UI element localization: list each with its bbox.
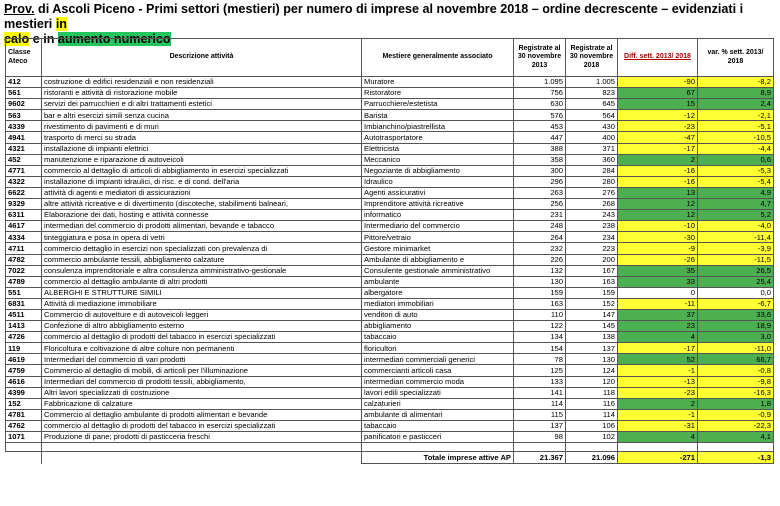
row-trade: Ristoratore (362, 88, 514, 99)
row-registered-2013: 130 (514, 276, 566, 287)
row-registered-2013: 256 (514, 199, 566, 210)
row-code: 6311 (6, 210, 42, 221)
row-registered-2018: 564 (566, 110, 618, 121)
row-diff: -9 (618, 243, 698, 254)
row-code: 4399 (6, 387, 42, 398)
row-description: Intermediari del commercio di prodotti tessili, abbigliamento, (42, 376, 362, 387)
row-code: 9329 (6, 199, 42, 210)
row-var-percent: -22,3 (698, 420, 774, 431)
row-registered-2013: 231 (514, 210, 566, 221)
row-code: 1071 (6, 432, 42, 443)
row-registered-2018: 147 (566, 309, 618, 320)
row-registered-2018: 371 (566, 143, 618, 154)
row-trade: Pittore/vetraio (362, 232, 514, 243)
row-trade: intermediari commercio moda (362, 376, 514, 387)
row-trade: mediatori immobiliari (362, 298, 514, 309)
total-row (6, 452, 774, 464)
row-diff: -17 (618, 343, 698, 354)
row-registered-2018: 823 (566, 88, 618, 99)
row-description: consulenza imprenditoriale e altra consulenza amministrativo-gestionale (42, 265, 362, 276)
row-diff: -13 (618, 376, 698, 387)
row-diff: 23 (618, 321, 698, 332)
total-registered-2018: 21.096 (566, 452, 618, 464)
row-code: 4782 (6, 254, 42, 265)
row-description: ristoranti e attività di ristorazione mobile (42, 88, 362, 99)
table-row (6, 77, 774, 88)
blank-cell (362, 443, 514, 452)
row-diff: 12 (618, 199, 698, 210)
table-row (6, 387, 774, 398)
row-var-percent: 5,2 (698, 210, 774, 221)
row-trade: floricultori (362, 343, 514, 354)
title-calo-highlight: calo (4, 32, 30, 46)
row-description: commercio dettaglio in esercizi non specializzati con prevalenza di (42, 243, 362, 254)
row-description: rivestimento di pavimenti e di muri (42, 121, 362, 132)
row-registered-2018: 137 (566, 343, 618, 354)
row-trade: Autotrasportatore (362, 132, 514, 143)
row-diff: 13 (618, 187, 698, 198)
table-row (6, 121, 774, 132)
row-code: 4789 (6, 276, 42, 287)
table-row (6, 354, 774, 365)
row-var-percent: 4,7 (698, 199, 774, 210)
row-diff: -1 (618, 365, 698, 376)
row-description: Floricoltura e coltivazione di altre colture non permanenti (42, 343, 362, 354)
row-var-percent: -0,9 (698, 409, 774, 420)
row-registered-2018: 152 (566, 298, 618, 309)
row-description: altre attività ricreative e di divertimento (discoteche, stabilimenti balneari, (42, 199, 362, 210)
row-diff: -16 (618, 176, 698, 187)
row-diff: -23 (618, 387, 698, 398)
row-code: 4941 (6, 132, 42, 143)
row-registered-2018: 200 (566, 254, 618, 265)
row-trade: calzaturieri (362, 398, 514, 409)
row-registered-2013: 248 (514, 221, 566, 232)
row-diff: 52 (618, 354, 698, 365)
row-trade: Gestore minimarket (362, 243, 514, 254)
table-row (6, 154, 774, 165)
row-trade: Idraulico (362, 176, 514, 187)
row-diff: 0 (618, 287, 698, 298)
row-description: commercio al dettaglio di prodotti del tabacco in esercizi specializzati (42, 420, 362, 431)
table-row (6, 176, 774, 187)
table-row (6, 221, 774, 232)
table-row (6, 187, 774, 198)
row-registered-2013: 264 (514, 232, 566, 243)
row-registered-2018: 124 (566, 365, 618, 376)
row-trade: lavori edili specializzati (362, 387, 514, 398)
row-registered-2018: 430 (566, 121, 618, 132)
row-description: installazione di impianti elettrici (42, 143, 362, 154)
row-code: 152 (6, 398, 42, 409)
row-code: 9602 (6, 99, 42, 110)
row-var-percent: -2,1 (698, 110, 774, 121)
row-diff: 35 (618, 265, 698, 276)
row-var-percent: 3,0 (698, 332, 774, 343)
row-code: 4321 (6, 143, 42, 154)
row-registered-2018: 102 (566, 432, 618, 443)
row-diff: -12 (618, 110, 698, 121)
table-row (6, 88, 774, 99)
row-trade: ambulante di alimentari (362, 409, 514, 420)
header-var-percent: var. % sett. 2013/ 2018 (698, 39, 774, 77)
row-description: Commercio al dettaglio di mobili, di articoli per l'illuminazione (42, 365, 362, 376)
table-row (6, 110, 774, 121)
row-var-percent: 0,0 (698, 287, 774, 298)
row-var-percent: -11,0 (698, 343, 774, 354)
row-registered-2013: 115 (514, 409, 566, 420)
row-registered-2013: 133 (514, 376, 566, 387)
row-description: Intermediari del commercio di vari prodotti (42, 354, 362, 365)
row-registered-2013: 630 (514, 99, 566, 110)
title-aumento-highlight: aumento numerico (57, 32, 171, 46)
row-registered-2018: 238 (566, 221, 618, 232)
row-trade: Intermediario del commercio (362, 221, 514, 232)
row-var-percent: 8,9 (698, 88, 774, 99)
row-var-percent: -11,5 (698, 254, 774, 265)
row-registered-2013: 453 (514, 121, 566, 132)
row-registered-2013: 163 (514, 298, 566, 309)
row-registered-2013: 296 (514, 176, 566, 187)
row-description: manutenzione e riparazione di autoveicoli (42, 154, 362, 165)
table-row (6, 254, 774, 265)
row-trade: abbigliamento (362, 321, 514, 332)
row-registered-2018: 268 (566, 199, 618, 210)
row-code: 4334 (6, 232, 42, 243)
row-registered-2018: 163 (566, 276, 618, 287)
row-trade: intermediari commerciali generici (362, 354, 514, 365)
row-var-percent: 18,9 (698, 321, 774, 332)
row-code: 4762 (6, 420, 42, 431)
row-var-percent: 26,5 (698, 265, 774, 276)
total-diff: -271 (618, 452, 698, 464)
row-var-percent: -4,4 (698, 143, 774, 154)
row-registered-2018: 130 (566, 354, 618, 365)
row-description: Confezione di altro abbigliamento esterno (42, 321, 362, 332)
row-description: attività di agenti e mediatori di assicurazioni (42, 187, 362, 198)
table-row (6, 398, 774, 409)
header-trade: Mestiere generalmente associato (362, 39, 514, 77)
title-conjunction: e in (29, 32, 58, 46)
row-registered-2018: 276 (566, 187, 618, 198)
table-row (6, 332, 774, 343)
row-registered-2018: 159 (566, 287, 618, 298)
table-row (6, 321, 774, 332)
total-empty-cell (42, 452, 362, 464)
row-trade: venditori di auto (362, 309, 514, 320)
row-registered-2013: 263 (514, 187, 566, 198)
table-row (6, 199, 774, 210)
row-registered-2018: 145 (566, 321, 618, 332)
row-description: Fabbricazione di calzature (42, 398, 362, 409)
row-var-percent: -4,0 (698, 221, 774, 232)
row-trade: Barista (362, 110, 514, 121)
row-registered-2013: 154 (514, 343, 566, 354)
blank-row (6, 443, 774, 452)
table-row (6, 365, 774, 376)
row-code: 412 (6, 77, 42, 88)
table-row (6, 232, 774, 243)
row-description: costruzione di edifici residenziali e non residenziali (42, 77, 362, 88)
row-registered-2013: 358 (514, 154, 566, 165)
row-var-percent: 33,6 (698, 309, 774, 320)
row-trade: Agenti assicurativi (362, 187, 514, 198)
title-prov: Prov. (4, 2, 35, 16)
row-registered-2013: 1.095 (514, 77, 566, 88)
row-code: 119 (6, 343, 42, 354)
header-diff: Diff. sett. 2013/ 2018 (618, 39, 698, 77)
row-registered-2013: 132 (514, 265, 566, 276)
row-trade: ambulante (362, 276, 514, 287)
row-description: Commercio di autovetture e di autoveicoli leggeri (42, 309, 362, 320)
sectors-table (5, 38, 774, 464)
row-registered-2013: 134 (514, 332, 566, 343)
row-var-percent: -6,7 (698, 298, 774, 309)
row-description: servizi dei parrucchieri e di altri trattamenti estetici (42, 99, 362, 110)
table-row (6, 309, 774, 320)
row-registered-2018: 280 (566, 176, 618, 187)
row-registered-2018: 118 (566, 387, 618, 398)
row-registered-2018: 1.005 (566, 77, 618, 88)
row-code: 4759 (6, 365, 42, 376)
row-var-percent: 4,9 (698, 187, 774, 198)
row-var-percent: 2,4 (698, 99, 774, 110)
table-row (6, 298, 774, 309)
row-registered-2018: 167 (566, 265, 618, 276)
row-registered-2018: 234 (566, 232, 618, 243)
row-registered-2013: 110 (514, 309, 566, 320)
blank-cell (698, 443, 774, 452)
header-registered-2018: Registrate al 30 novembre 2018 (566, 39, 618, 77)
row-trade: Imprenditore attività ricreative (362, 199, 514, 210)
row-var-percent: -5,1 (698, 121, 774, 132)
row-description: Commercio al dettaglio ambulante di prodotti alimentari e bevande (42, 409, 362, 420)
row-diff: 4 (618, 332, 698, 343)
total-label: Totale imprese attive AP (362, 452, 514, 464)
row-var-percent: -11,4 (698, 232, 774, 243)
row-diff: -26 (618, 254, 698, 265)
row-trade: Ambulante di abbigliamento e (362, 254, 514, 265)
row-code: 4617 (6, 221, 42, 232)
header-registered-2013: Registrate al 30 novembre 2013 (514, 39, 566, 77)
row-var-percent: -5,3 (698, 165, 774, 176)
row-registered-2013: 98 (514, 432, 566, 443)
row-diff: 12 (618, 210, 698, 221)
row-trade: panificatori e pasticceri (362, 432, 514, 443)
table-row (6, 276, 774, 287)
row-description: installazione di impianti idraulici, di risc. e di cond. dell'aria (42, 176, 362, 187)
row-diff: 4 (618, 432, 698, 443)
row-description: trasporto di merci su strada (42, 132, 362, 143)
row-code: 561 (6, 88, 42, 99)
row-code: 6622 (6, 187, 42, 198)
row-diff: -31 (618, 420, 698, 431)
row-description: bar e altri esercizi simili senza cucina (42, 110, 362, 121)
table-row (6, 243, 774, 254)
row-trade: Parrucchiere/estetista (362, 99, 514, 110)
blank-cell (514, 443, 566, 452)
total-var-percent: -1,3 (698, 452, 774, 464)
row-var-percent: 66,7 (698, 354, 774, 365)
row-registered-2013: 576 (514, 110, 566, 121)
row-description: Produzione di pane; prodotti di pasticceria freschi (42, 432, 362, 443)
row-registered-2013: 300 (514, 165, 566, 176)
row-registered-2018: 243 (566, 210, 618, 221)
row-diff: -17 (618, 143, 698, 154)
row-code: 563 (6, 110, 42, 121)
row-registered-2018: 284 (566, 165, 618, 176)
row-code: 1413 (6, 321, 42, 332)
row-registered-2013: 388 (514, 143, 566, 154)
row-trade: Negoziante di abbigliamento (362, 165, 514, 176)
row-description: tinteggiatura e posa in opera di vetri (42, 232, 362, 243)
row-registered-2013: 114 (514, 398, 566, 409)
table-row (6, 132, 774, 143)
row-registered-2018: 114 (566, 409, 618, 420)
row-registered-2013: 232 (514, 243, 566, 254)
row-registered-2013: 125 (514, 365, 566, 376)
row-registered-2018: 400 (566, 132, 618, 143)
table-row (6, 376, 774, 387)
row-registered-2013: 756 (514, 88, 566, 99)
row-code: 4711 (6, 243, 42, 254)
total-registered-2013: 21.367 (514, 452, 566, 464)
row-code: 4616 (6, 376, 42, 387)
row-code: 4511 (6, 309, 42, 320)
row-var-percent: 25,4 (698, 276, 774, 287)
row-trade: Elettricista (362, 143, 514, 154)
row-registered-2018: 120 (566, 376, 618, 387)
row-registered-2013: 447 (514, 132, 566, 143)
blank-cell (566, 443, 618, 452)
table-row (6, 265, 774, 276)
header-description: Descrizione attività (42, 39, 362, 77)
row-registered-2013: 141 (514, 387, 566, 398)
table-row (6, 420, 774, 431)
row-code: 4726 (6, 332, 42, 343)
row-code: 551 (6, 287, 42, 298)
row-description: Attività di mediazione immobiliare (42, 298, 362, 309)
row-code: 4619 (6, 354, 42, 365)
row-code: 4339 (6, 121, 42, 132)
total-empty-cell (6, 452, 42, 464)
row-var-percent: -0,8 (698, 365, 774, 376)
blank-cell (618, 443, 698, 452)
row-diff: 37 (618, 309, 698, 320)
row-description: ALBERGHI E STRUTTURE SIMILI (42, 287, 362, 298)
row-registered-2013: 137 (514, 420, 566, 431)
row-registered-2018: 223 (566, 243, 618, 254)
row-var-percent: 1,8 (698, 398, 774, 409)
row-var-percent: 0,6 (698, 154, 774, 165)
row-trade: Muratore (362, 77, 514, 88)
row-code: 4771 (6, 165, 42, 176)
row-var-percent: -5,4 (698, 176, 774, 187)
row-registered-2018: 106 (566, 420, 618, 431)
row-code: 452 (6, 154, 42, 165)
table-row (6, 432, 774, 443)
table-row (6, 99, 774, 110)
row-diff: -1 (618, 409, 698, 420)
row-diff: 15 (618, 99, 698, 110)
table-row (6, 287, 774, 298)
row-var-percent: -3,9 (698, 243, 774, 254)
row-registered-2018: 138 (566, 332, 618, 343)
row-code: 7022 (6, 265, 42, 276)
title-main: di Ascoli Piceno - Primi settori (mestieri) per numero di imprese al novembre 2018 – ordine decrescente – evidenziati i mestieri (4, 2, 744, 31)
row-description: Altri lavori specializzati di costruzione (42, 387, 362, 398)
table-row (6, 210, 774, 221)
row-var-percent: -8,2 (698, 77, 774, 88)
row-diff: -90 (618, 77, 698, 88)
table-body (6, 77, 774, 443)
blank-cell (6, 443, 42, 452)
row-registered-2013: 122 (514, 321, 566, 332)
row-diff: 33 (618, 276, 698, 287)
row-diff: -47 (618, 132, 698, 143)
table-header-row (6, 39, 774, 77)
row-trade: Meccanico (362, 154, 514, 165)
row-diff: -23 (618, 121, 698, 132)
title-in-highlight: in (55, 17, 68, 31)
row-code: 4781 (6, 409, 42, 420)
row-var-percent: -9,8 (698, 376, 774, 387)
row-diff: -10 (618, 221, 698, 232)
row-diff: 2 (618, 398, 698, 409)
row-trade: tabaccaio (362, 420, 514, 431)
table-row (6, 165, 774, 176)
row-diff: -11 (618, 298, 698, 309)
blank-cell (42, 443, 362, 452)
row-description: commercio ambulante tessili, abbigliamento calzature (42, 254, 362, 265)
row-description: commercio al dettaglio di articoli di abbigliamento in esercizi specializzati (42, 165, 362, 176)
row-description: commercio al dettaglio ambulante di altri prodotti (42, 276, 362, 287)
row-diff: -16 (618, 165, 698, 176)
row-description: commercio al dettaglio di prodotti del tabacco in esercizi specializzati (42, 332, 362, 343)
row-diff: 2 (618, 154, 698, 165)
table-row (6, 409, 774, 420)
row-trade: tabaccaio (362, 332, 514, 343)
row-var-percent: 4,1 (698, 432, 774, 443)
row-registered-2013: 226 (514, 254, 566, 265)
table-row (6, 143, 774, 154)
table-row (6, 343, 774, 354)
row-trade: Consulente gestionale amministrativo (362, 265, 514, 276)
row-registered-2018: 360 (566, 154, 618, 165)
row-trade: informatico (362, 210, 514, 221)
row-trade: commercianti articoli casa (362, 365, 514, 376)
row-code: 4322 (6, 176, 42, 187)
row-registered-2013: 78 (514, 354, 566, 365)
row-var-percent: -10,5 (698, 132, 774, 143)
header-code: Classe Ateco (6, 39, 42, 77)
row-description: Elaborazione dei dati, hosting e attività connesse (42, 210, 362, 221)
row-registered-2018: 116 (566, 398, 618, 409)
row-var-percent: -16,3 (698, 387, 774, 398)
row-trade: albergatore (362, 287, 514, 298)
row-registered-2013: 159 (514, 287, 566, 298)
row-code: 6831 (6, 298, 42, 309)
row-diff: 67 (618, 88, 698, 99)
row-registered-2018: 645 (566, 99, 618, 110)
row-trade: Imbianchino/piastrellista (362, 121, 514, 132)
row-diff: -30 (618, 232, 698, 243)
row-description: intermediari del commercio di prodotti alimentari, bevande e tabacco (42, 221, 362, 232)
